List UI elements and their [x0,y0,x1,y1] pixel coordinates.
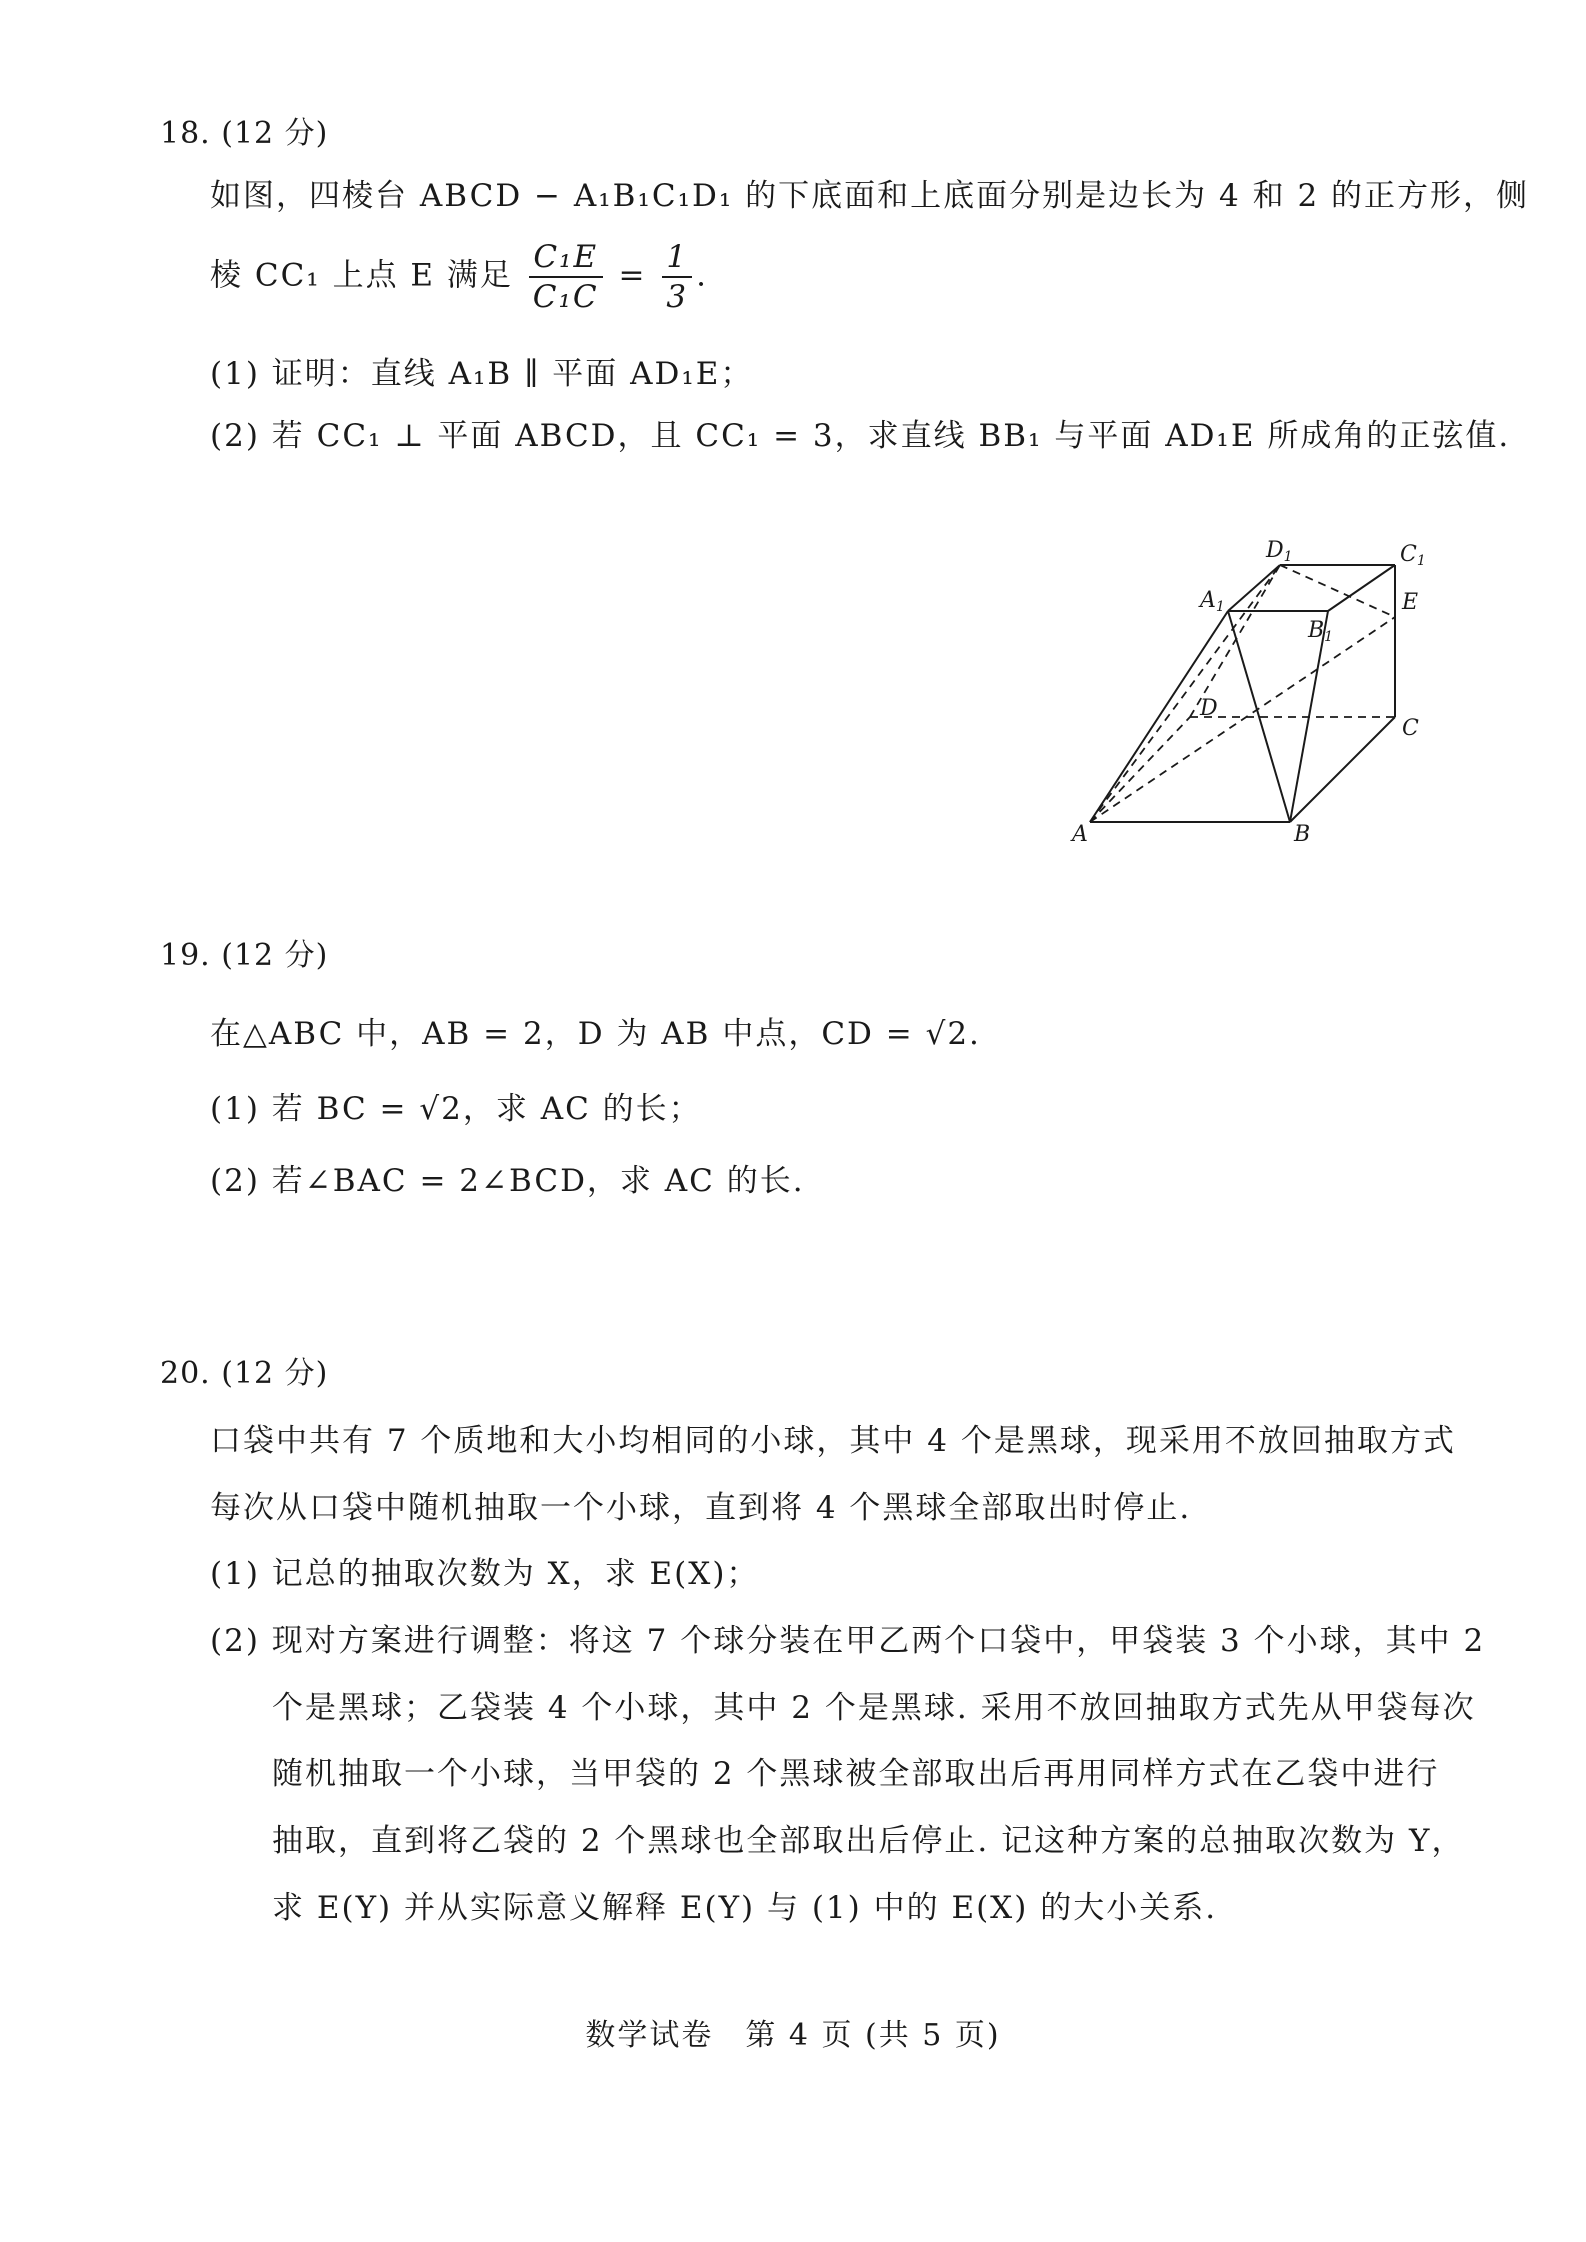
q18-fraction-ratio [529,240,603,314]
q18-stem-line2-post: . [696,257,708,294]
label-B: B [1294,822,1311,847]
q18-stem-line1: 如图，四棱台 ABCD − A₁B₁C₁D₁ 的下底面和上底面分别是边长为 4 和 2 的正方形，侧 [210,178,1530,214]
q18-stem-line2 [210,240,708,314]
frustum-figure [1060,525,1440,850]
q18-part1: (1) 证明：直线 A₁B ∥ 平面 AD₁E； [210,356,754,392]
segment-D1E-hidden [1280,565,1395,617]
q20-part2-line5: 求 E(Y) 并从实际意义解释 E(Y) 与 (1) 中的 E(X) 的大小关系. [272,1890,1218,1926]
frustum-diagram [1060,525,1440,850]
label-C: C [1402,716,1419,741]
page-footer: 数学试卷 第 4 页 (共 5 页) [585,2018,1001,2053]
q18-number: 18. (12 分) [160,116,329,151]
q20-part2-line3: 随机抽取一个小球，当甲袋的 2 个黑球被全部取出后再用同样方式在乙袋中进行 [272,1756,1440,1792]
q18-fraction-value-denominator: 3 [666,279,689,315]
segment-AE-hidden [1090,617,1395,822]
label-A: A [1072,822,1088,847]
q19-part2: (2) 若∠BAC = 2∠BCD，求 AC 的长. [210,1163,805,1199]
q20-stem-line1: 口袋中共有 7 个质地和大小均相同的小球，其中 4 个是黑球，现采用不放回抽取方式 [210,1423,1456,1459]
edge-B1C1 [1328,565,1395,611]
q20-part2-line2: 个是黑球；乙袋装 4 个小球，其中 2 个是黑球. 采用不放回抽取方式先从甲袋每次 [272,1690,1476,1726]
q20-part1: (1) 记总的抽取次数为 X，求 E(X)； [210,1556,760,1592]
q19-stem: 在△ABC 中，AB = 2，D 为 AB 中点，CD = √2. [210,1016,981,1052]
label-D: D [1200,696,1218,721]
label-C1: C1 [1400,542,1426,569]
q20-part2-line4: 抽取，直到将乙袋的 2 个黑球也全部取出后停止. 记这种方案的总抽取次数为 Y， [272,1823,1465,1859]
edge-AD-hidden [1090,717,1190,822]
q18-equals-sign: = [618,257,647,294]
q20-stem-line2: 每次从口袋中随机抽取一个小球，直到将 4 个黑球全部取出时停止. [210,1490,1192,1526]
q20-part2-line1: (2) 现对方案进行调整：将这 7 个球分装在甲乙两个口袋中，甲袋装 3 个小球，其中 2 [210,1623,1486,1659]
q19-number: 19. (12 分) [160,938,329,973]
q18-part2: (2) 若 CC₁ ⊥ 平面 ABCD，且 CC₁ = 3，求直线 BB₁ 与平面 AD₁E 所成角的正弦值. [210,418,1511,454]
label-E: E [1402,590,1419,615]
q18-fraction-value [662,240,692,314]
edge-A1D1 [1228,565,1280,611]
q19-part1: (1) 若 BC = √2，求 AC 的长； [210,1091,702,1127]
q18-fraction-ratio-denominator: C₁C [532,279,599,315]
label-A1: A1 [1200,588,1225,615]
q18-fraction-ratio-numerator: C₁E [529,240,603,278]
q18-fraction-value-numerator: 1 [662,240,692,278]
q20-number: 20. (12 分) [160,1356,329,1391]
label-B1: B1 [1308,618,1334,645]
label-D1: D1 [1266,538,1293,565]
q18-stem-line2-pre: 棱 CC₁ 上点 E 满足 [210,257,513,294]
